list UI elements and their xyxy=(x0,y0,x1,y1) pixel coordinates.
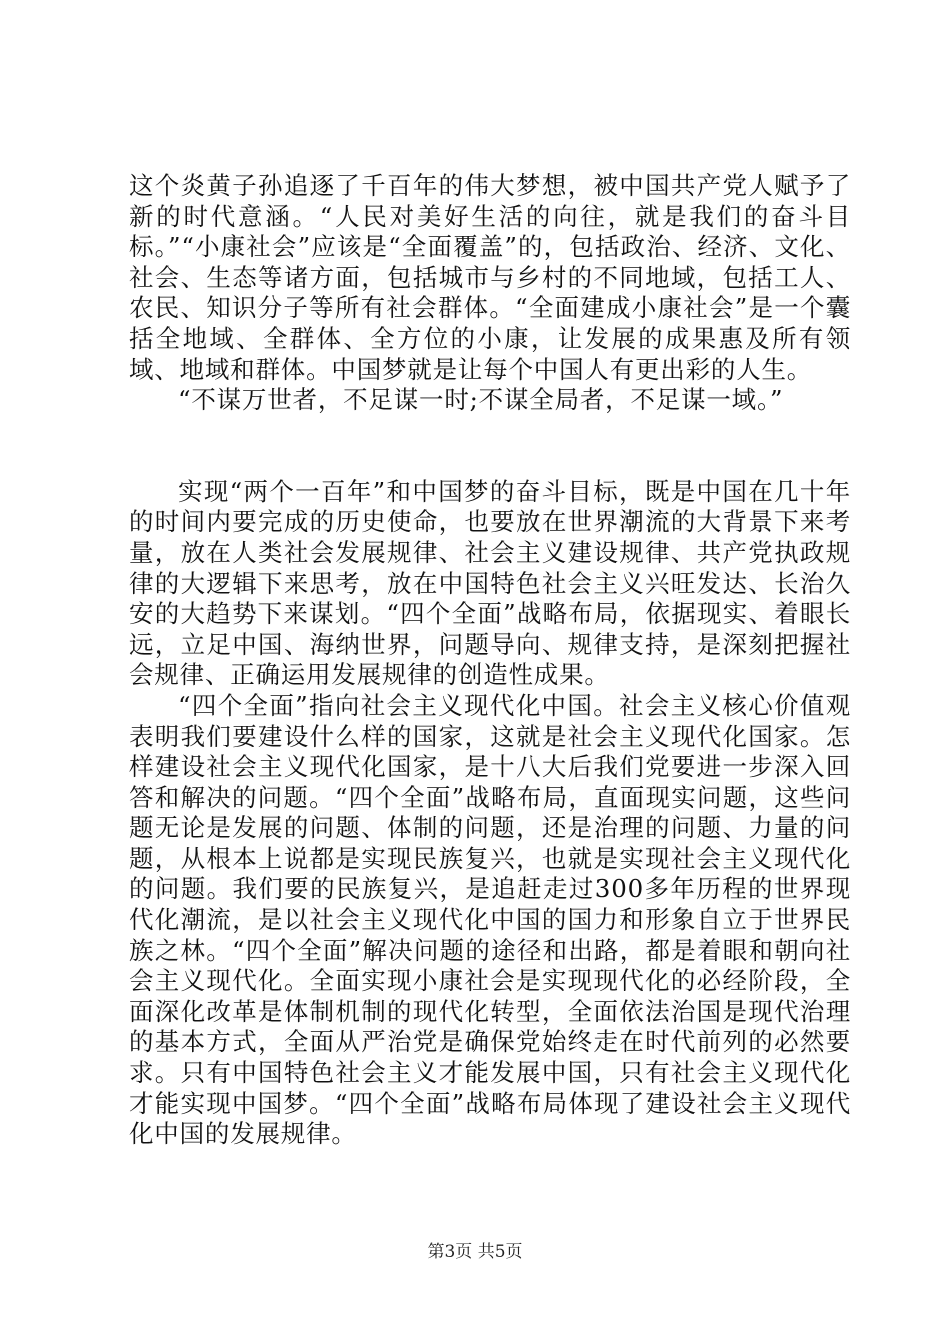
paragraph-gap xyxy=(129,416,851,477)
paragraph-2: 实现“两个一百年”和中国梦的奋斗目标，既是中国在几十年的时间内要完成的历史使命，也要放在世界潮流的大背景下来考量，放在人类社会发展规律、社会主义建设规律、共产党执政规律的大逻辑下来思考，放在中国特色社会主义兴旺发达、长治久安的大趋势下来谋划。“四个全面”战略布局，依据现实、着眼长远，立足中国、海纳世界，问题导向、规律支持，是深刻把握社会规律、正确运用发展规律的创造性成果。 xyxy=(129,476,851,690)
page-footer: 第3页 共5页 xyxy=(427,1242,523,1262)
quote-paragraph: “不谋万世者，不足谋一时;不谋全局者，不足谋一域。” xyxy=(178,385,784,415)
body-text xyxy=(129,171,851,1150)
paragraph-1: 这个炎黄子孙追逐了千百年的伟大梦想，被中国共产党人赋予了新的时代意涵。“人民对美好生活的向往，就是我们的奋斗目标。”“小康社会”应该是“全面覆盖”的，包括政治、经济、文化、社会、生态等诸方面，包括城市与乡村的不同地域，包括工人、农民、知识分子等所有社会群体。“全面建成小康社会”是一个囊括全地域、全群体、全方位的小康，让发展的成果惠及所有领域、地域和群体。中国梦就是让每个中国人有更出彩的人生。 xyxy=(129,171,851,384)
paragraph-3: “四个全面”指向社会主义现代化中国。社会主义核心价值观表明我们要建设什么样的国家，这就是社会主义现代化国家。怎样建设社会主义现代化国家，是十八大后我们党要进一步深入回答和解决的问题。“四个全面”战略布局，直面现实问题，这些问题无论是发展的问题、体制的问题，还是治理的问题、力量的问题，从根本上说都是实现民族复兴，也就是实现社会主义现代化的问题。我们要的民族复兴，是追赶走过300多年历程的世界现代化潮流，是以社会主义现代化中国的国力和形象自立于世界民族之林。“四个全面”解决问题的途径和出路，都是着眼和朝向社会主义现代化。全面实现小康社会是实现现代化的必经阶段，全面深化改革是体制机制的现代化转型，全面依法治国是现代治理的基本方式，全面从严治党是确保党始终走在时代前列的必然要求。只有中国特色社会主义才能发展中国，只有社会主义现代化才能实现中国梦。“四个全面”战略布局体现了建设社会主义现代化中国的发展规律。 xyxy=(129,690,851,1149)
